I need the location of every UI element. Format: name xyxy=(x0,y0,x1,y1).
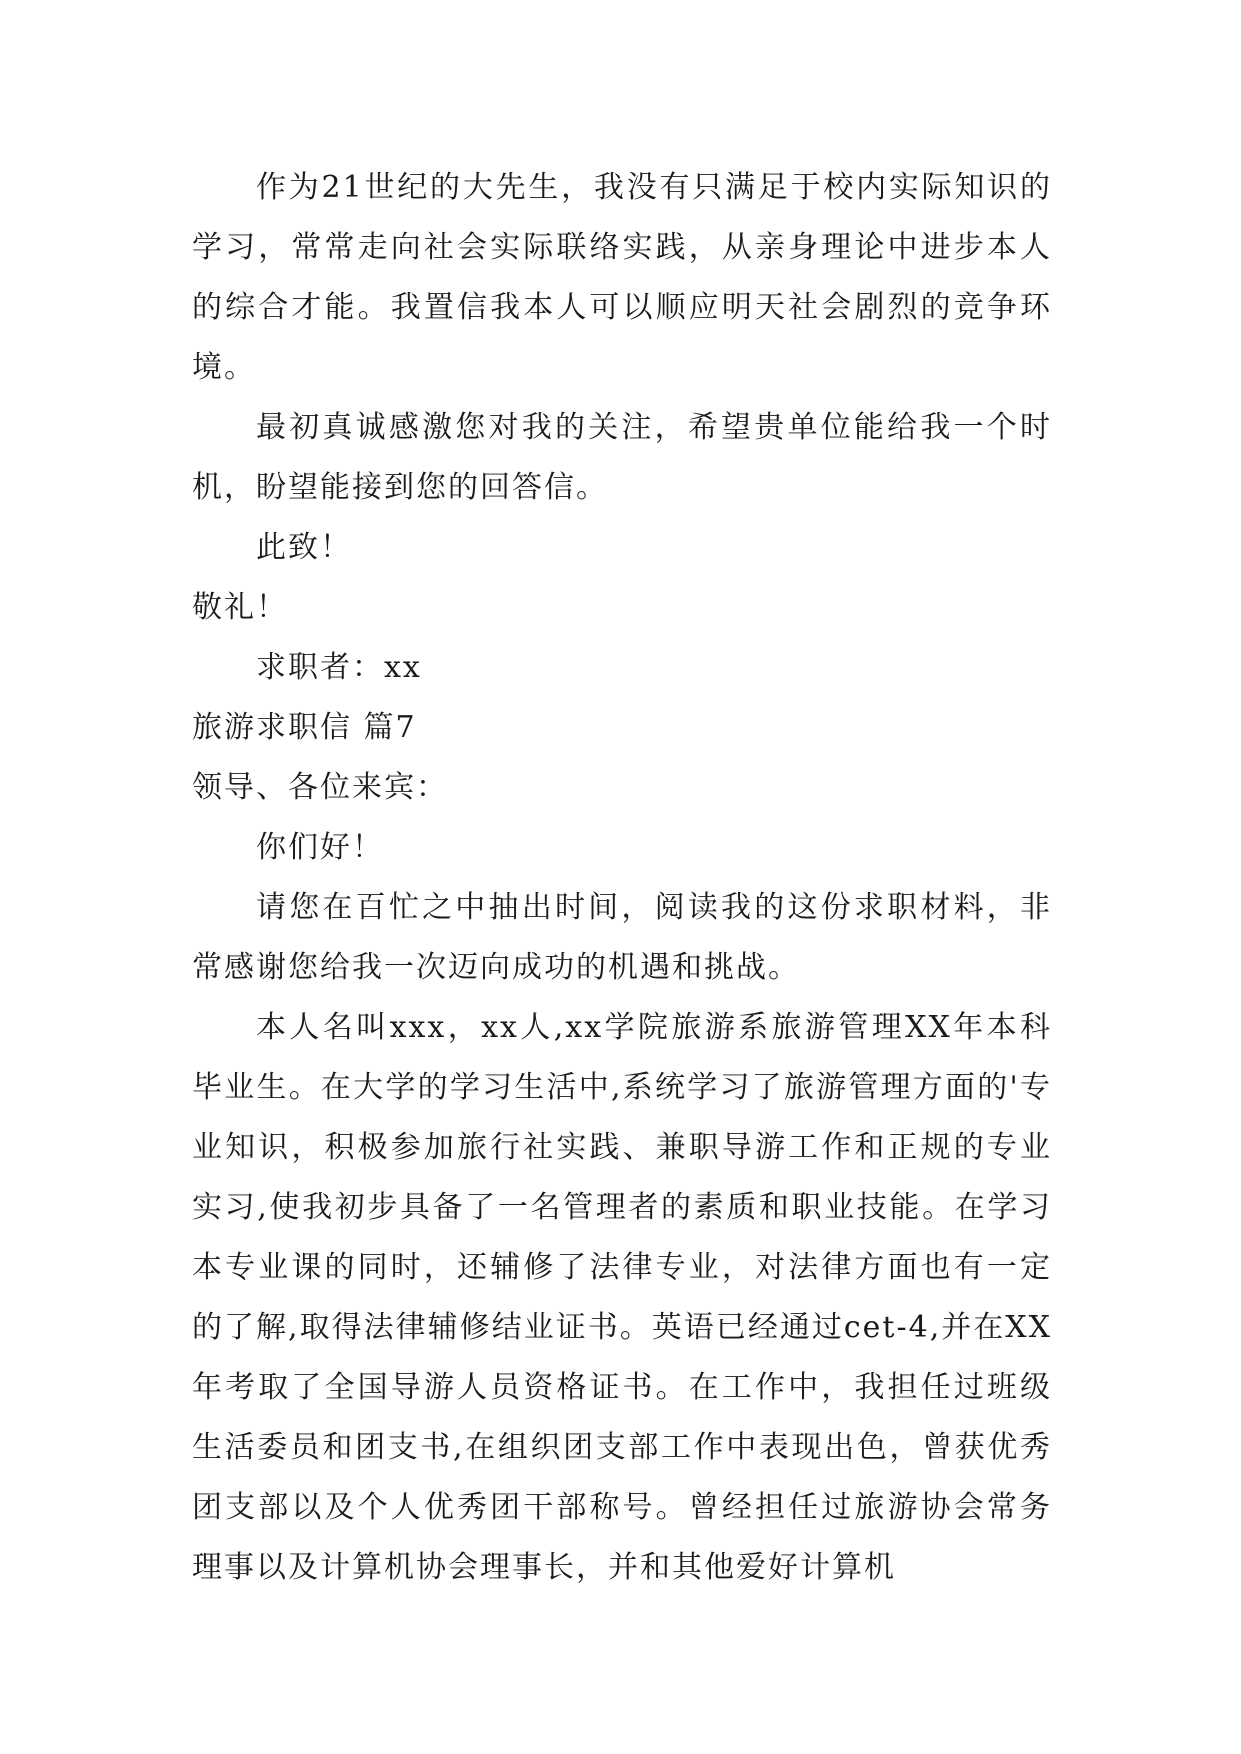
letter-body xyxy=(192,158,1052,1598)
paragraph-thanks: 最初真诚感激您对我的关注，希望贵单位能给我一个时机，盼望能接到您的回答信。 xyxy=(192,410,1052,505)
paragraph-self-development: 作为21世纪的大先生，我没有只满足于校内实际知识的学习，常常走向社会实际联络实践，从亲身理论中进步本人的综合才能。我置信我本人可以顺应明天社会剧烈的竞争环境。 xyxy=(192,170,1052,385)
section-title: 旅游求职信 篇7 xyxy=(192,710,417,745)
paragraph-request: 请您在百忙之中抽出时间，阅读我的这份求职材料，非常感谢您给我一次迈向成功的机遇和挑战。 xyxy=(192,890,1052,985)
greeting: 你们好！ xyxy=(256,830,384,865)
salutation: 领导、各位来宾： xyxy=(192,770,448,805)
paragraph-introduction: 本人名叫xxx，xx人,xx学院旅游系旅游管理XX年本科毕业生。在大学的学习生活中,系统学习了旅游管理方面的'专业知识，积极参加旅行社实践、兼职导游工作和正规的专业实习,使我初步具备了一名管理者的素质和职业技能。在学习本专业课的同时，还辅修了法律专业，对法律方面也有一定的了解,取得法律辅修结业证书。英语已经通过cet-4,并在XX年考取了全国导游人员资格证书。在工作中，我担任过班级生活委员和团支书,在组织团支部工作中表现出色，曾获优秀团支部以及个人优秀团干部称号。曾经担任过旅游协会常务理事以及计算机协会理事长，并和其他爱好计算机 xyxy=(192,1010,1052,1585)
closing-line-1: 此致！ xyxy=(256,530,352,565)
closing-line-2: 敬礼！ xyxy=(192,590,288,625)
signature: 求职者：xx xyxy=(256,650,422,685)
